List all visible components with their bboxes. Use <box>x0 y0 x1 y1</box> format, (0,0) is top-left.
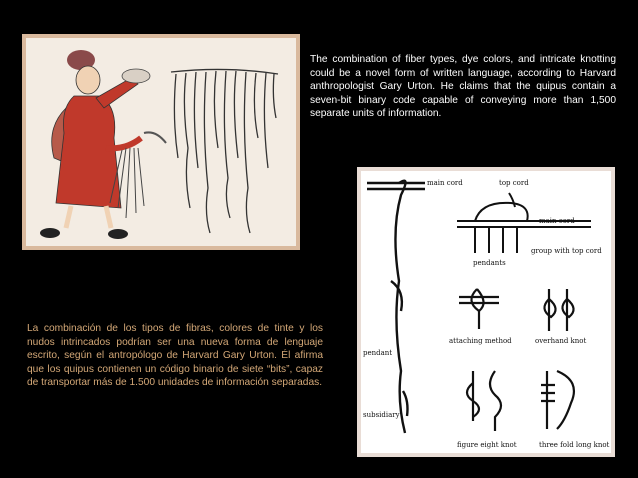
spanish-description: La combinación de los tipos de fibras, colores de tinte y los nudos intrincados podrían ser una nueva forma de lenguaje escrito, según el antropólogo de Harvard Gary Urton. Él afirma que los quipus contienen un código binario de siete “bits”, capaz de transportar más de 1.500 unidades de información separadas. <box>27 323 323 389</box>
knot-diagram <box>361 171 611 453</box>
quipu-illustration <box>26 38 296 246</box>
main-cord-graphic <box>367 181 425 433</box>
label-three-fold-long-knot: three fold long knot <box>539 441 610 449</box>
label-main-cord-mid: main cord <box>539 217 575 225</box>
label-main-cord-top: main cord <box>427 179 463 187</box>
label-top-cord: top cord <box>499 179 529 187</box>
attaching-method-graphic <box>459 289 499 329</box>
label-overhand-knot: overhand knot <box>535 337 587 345</box>
overhand-knot-graphic <box>544 289 573 331</box>
quipu-drawing <box>26 38 296 246</box>
knot-diagram-frame <box>357 167 615 457</box>
label-pendants: pendants <box>473 259 506 267</box>
knot-drawing <box>361 171 611 453</box>
label-attaching-method: attaching method <box>449 337 512 345</box>
figure-eight-knot-graphic <box>467 371 501 431</box>
label-subsidiary: subsidiary <box>363 411 400 419</box>
label-group-with-top-cord: group with top cord <box>531 247 602 255</box>
label-figure-eight-knot: figure eight knot <box>457 441 517 449</box>
woman-figure <box>40 50 166 239</box>
quipu-illustration-frame <box>22 34 300 250</box>
three-fold-long-knot-graphic <box>541 371 574 429</box>
label-pendant: pendant <box>363 349 393 357</box>
english-description: The combination of fiber types, dye colors, and intricate knotting could be a novel form of written language, according to Harvard anthropologist Gary Urton. He claims that the quipus contain a seven-bit binary code capable of conveying more than 1,500 separate units of information. <box>310 54 616 120</box>
quipu-cords <box>171 69 278 233</box>
